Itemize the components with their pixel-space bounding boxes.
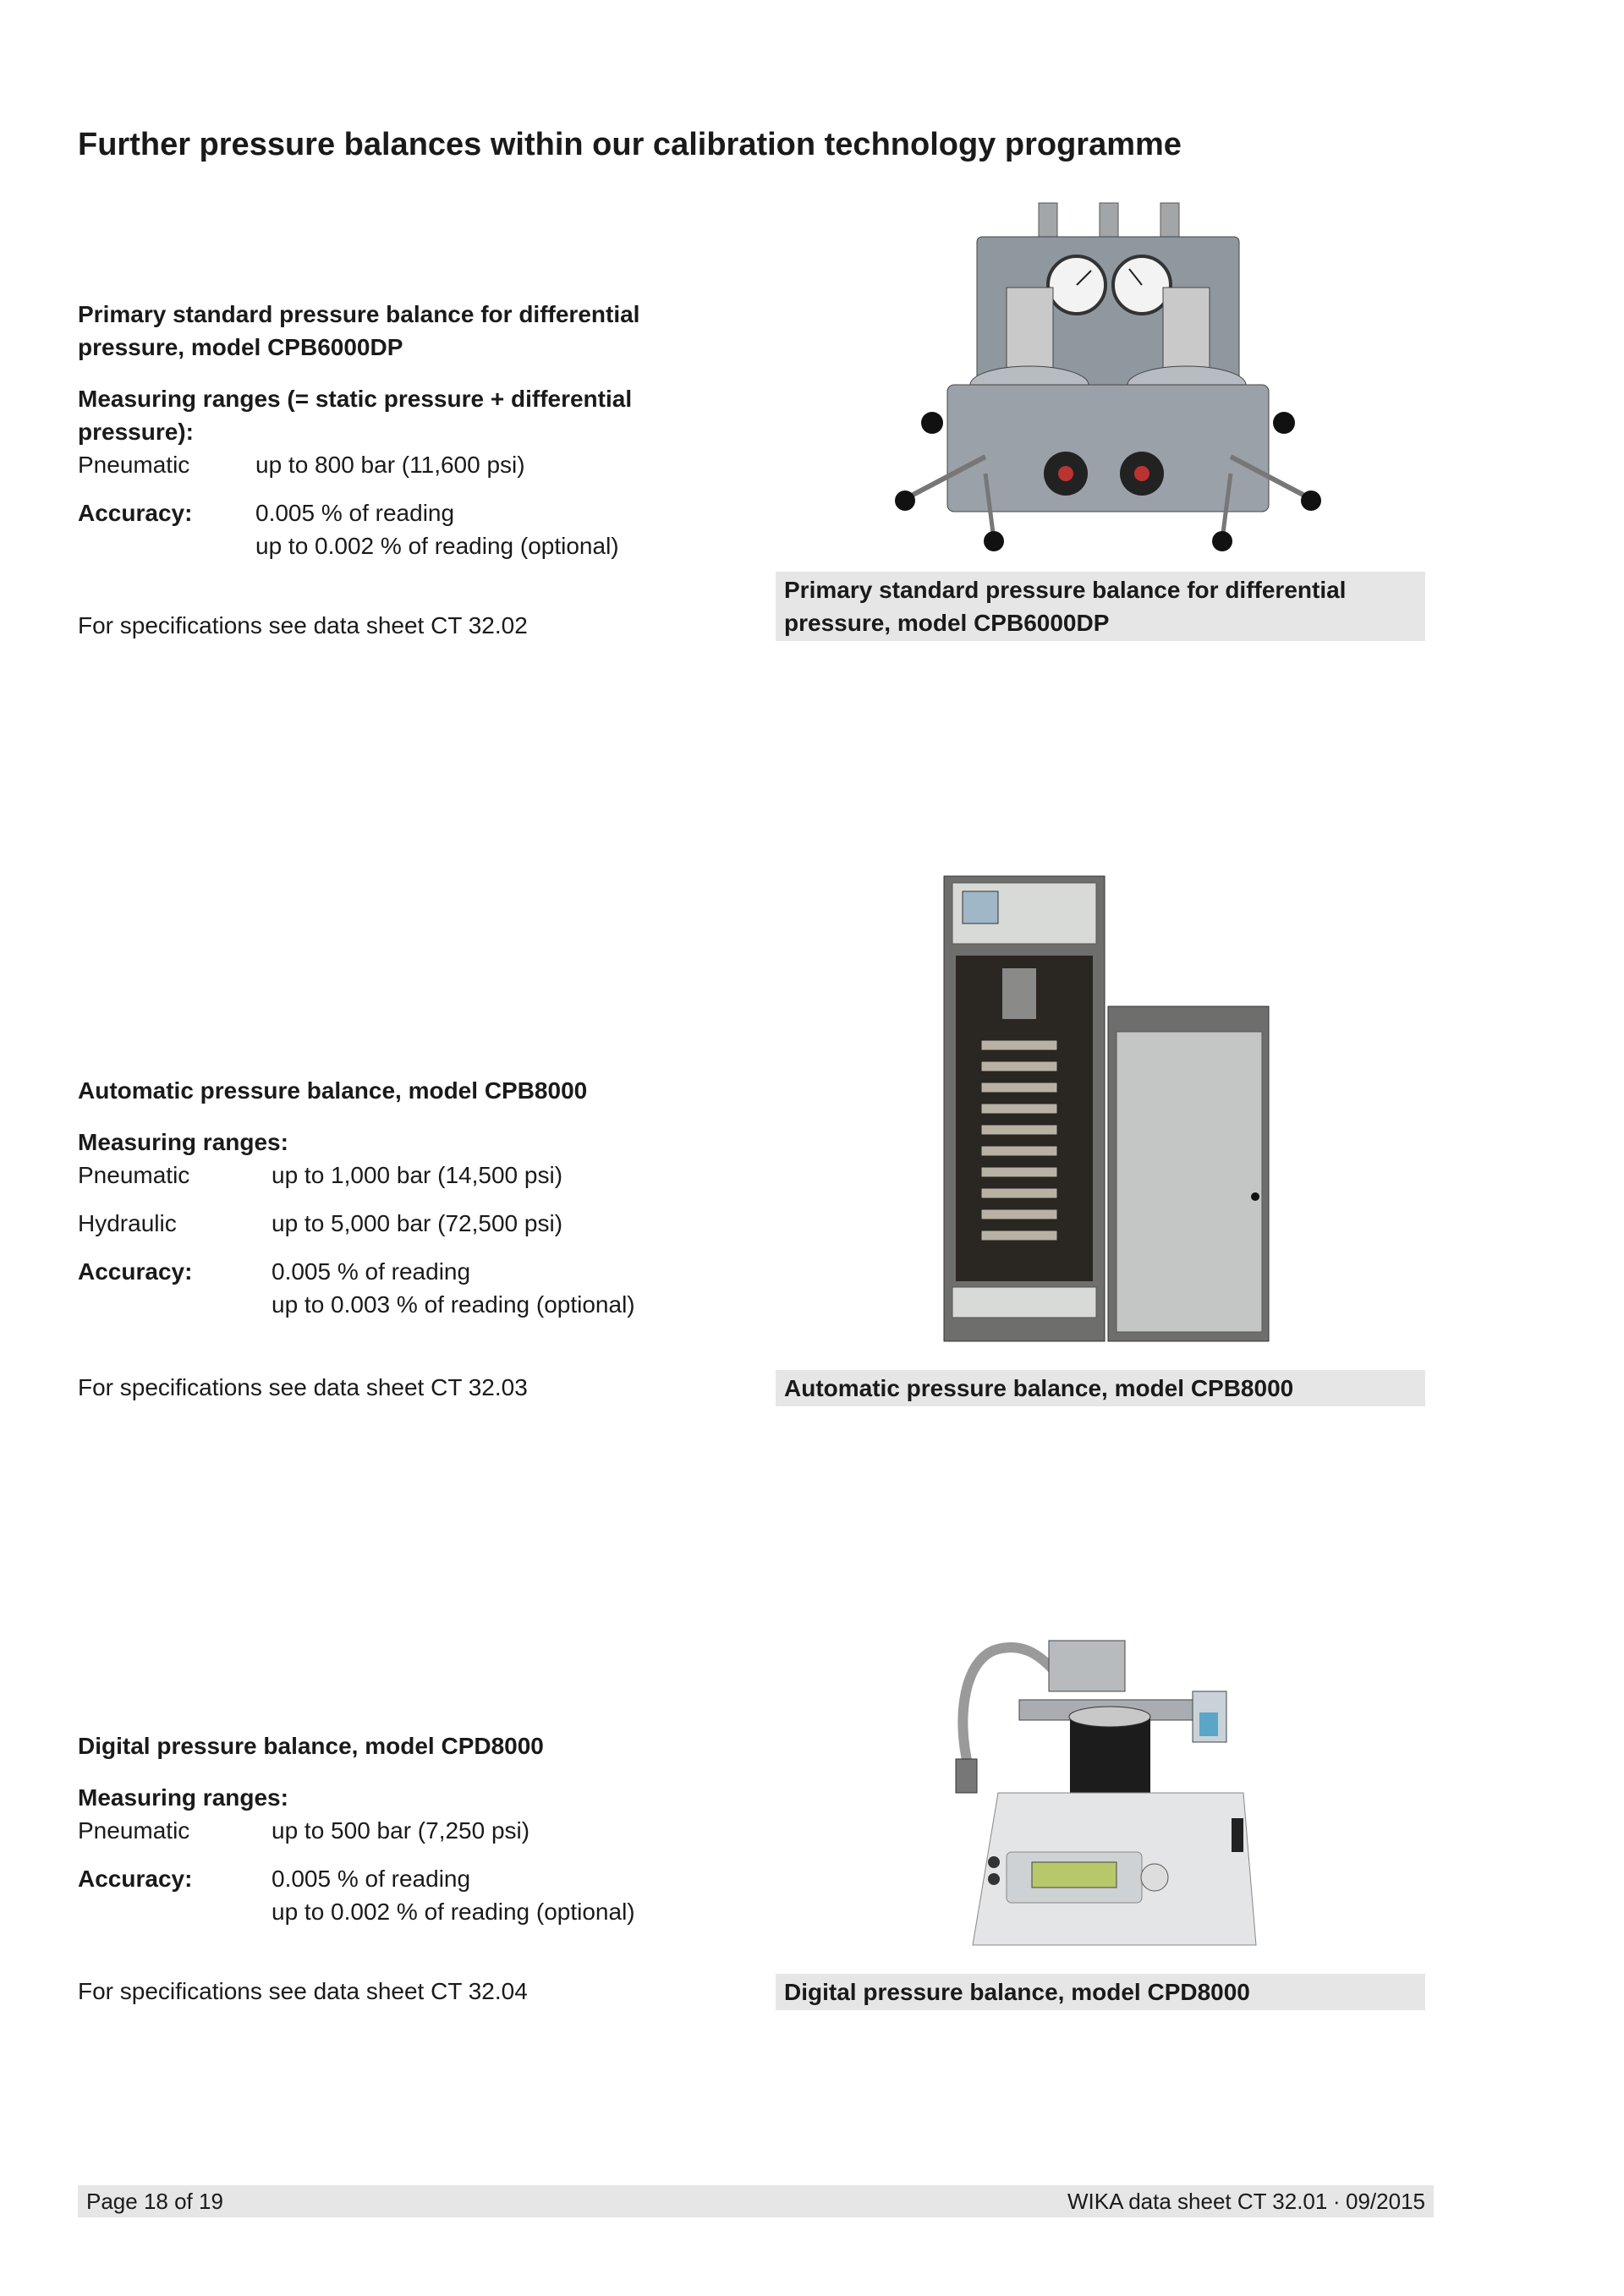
accuracy-line: 0.005 % of reading xyxy=(255,500,455,526)
measuring-ranges-label: Measuring ranges: xyxy=(78,1129,288,1155)
accuracy-row xyxy=(78,496,721,562)
product-section-cpb8000 xyxy=(78,1074,721,1400)
range-row xyxy=(78,1207,721,1240)
product-title: Automatic pressure balance, model CPB8000 xyxy=(78,1077,588,1104)
accuracy-values xyxy=(272,1255,721,1321)
range-name: Hydraulic xyxy=(78,1210,177,1236)
page-title: Further pressure balances within our calibration technology programme xyxy=(78,127,1182,162)
datasheet-reference: For specifications see data sheet CT 32.02 xyxy=(78,612,528,638)
datasheet-reference: For specifications see data sheet CT 32.04 xyxy=(78,1978,528,2004)
accuracy-label: Accuracy: xyxy=(78,1866,193,1892)
product-title: Digital pressure balance, model CPD8000 xyxy=(78,1733,544,1759)
accuracy-label: Accuracy: xyxy=(78,500,193,526)
cabinet-icon xyxy=(939,871,1277,1345)
range-value: up to 500 bar (7,250 psi) xyxy=(272,1817,530,1844)
product-section-cpb6000dp xyxy=(78,298,721,638)
product-image-cpb8000 xyxy=(939,871,1277,1345)
accuracy-label: Accuracy: xyxy=(78,1258,193,1285)
accuracy-row xyxy=(78,1862,721,1928)
page-number: Page 18 of 19 xyxy=(86,2188,223,2214)
range-value: up to 1,000 bar (14,500 psi) xyxy=(272,1162,563,1188)
range-value: up to 800 bar (11,600 psi) xyxy=(255,452,525,478)
document-reference: WIKA data sheet CT 32.01 ∙ 09/2015 xyxy=(1067,2188,1425,2214)
image-caption: Automatic pressure balance, model CPB8000 xyxy=(776,1370,1425,1406)
image-caption: Primary standard pressure balance for differential pressure, model CPB6000DP xyxy=(776,572,1425,641)
accuracy-row xyxy=(78,1255,721,1321)
measuring-ranges-label: Measuring ranges (= static pressure + differential pressure): xyxy=(78,386,633,445)
pressure-balance-icon xyxy=(888,195,1328,558)
page-footer xyxy=(78,2185,1434,2217)
product-image-cpb6000dp xyxy=(888,195,1328,558)
accuracy-values xyxy=(255,496,721,562)
range-row xyxy=(78,1814,721,1847)
range-name: Pneumatic xyxy=(78,1817,190,1844)
range-value: up to 5,000 bar (72,500 psi) xyxy=(272,1210,563,1236)
image-caption: Digital pressure balance, model CPD8000 xyxy=(776,1974,1425,2010)
accuracy-line: 0.005 % of reading xyxy=(272,1258,471,1285)
product-section-cpd8000 xyxy=(78,1729,721,2004)
accuracy-line: 0.005 % of reading xyxy=(272,1866,471,1892)
accuracy-line: up to 0.002 % of reading (optional) xyxy=(255,533,619,559)
range-row xyxy=(78,448,721,481)
digital-pressure-balance-icon xyxy=(947,1632,1269,1954)
product-image-cpd8000 xyxy=(947,1632,1269,1954)
accuracy-line: up to 0.002 % of reading (optional) xyxy=(272,1899,635,1925)
datasheet-reference: For specifications see data sheet CT 32.03 xyxy=(78,1374,528,1400)
accuracy-line: up to 0.003 % of reading (optional) xyxy=(272,1291,635,1318)
measuring-ranges-label: Measuring ranges: xyxy=(78,1784,288,1811)
range-name: Pneumatic xyxy=(78,452,190,478)
range-name: Pneumatic xyxy=(78,1162,190,1188)
accuracy-values xyxy=(272,1862,721,1928)
product-title: Primary standard pressure balance for differential pressure, model CPB6000DP xyxy=(78,301,640,360)
range-row xyxy=(78,1159,721,1192)
